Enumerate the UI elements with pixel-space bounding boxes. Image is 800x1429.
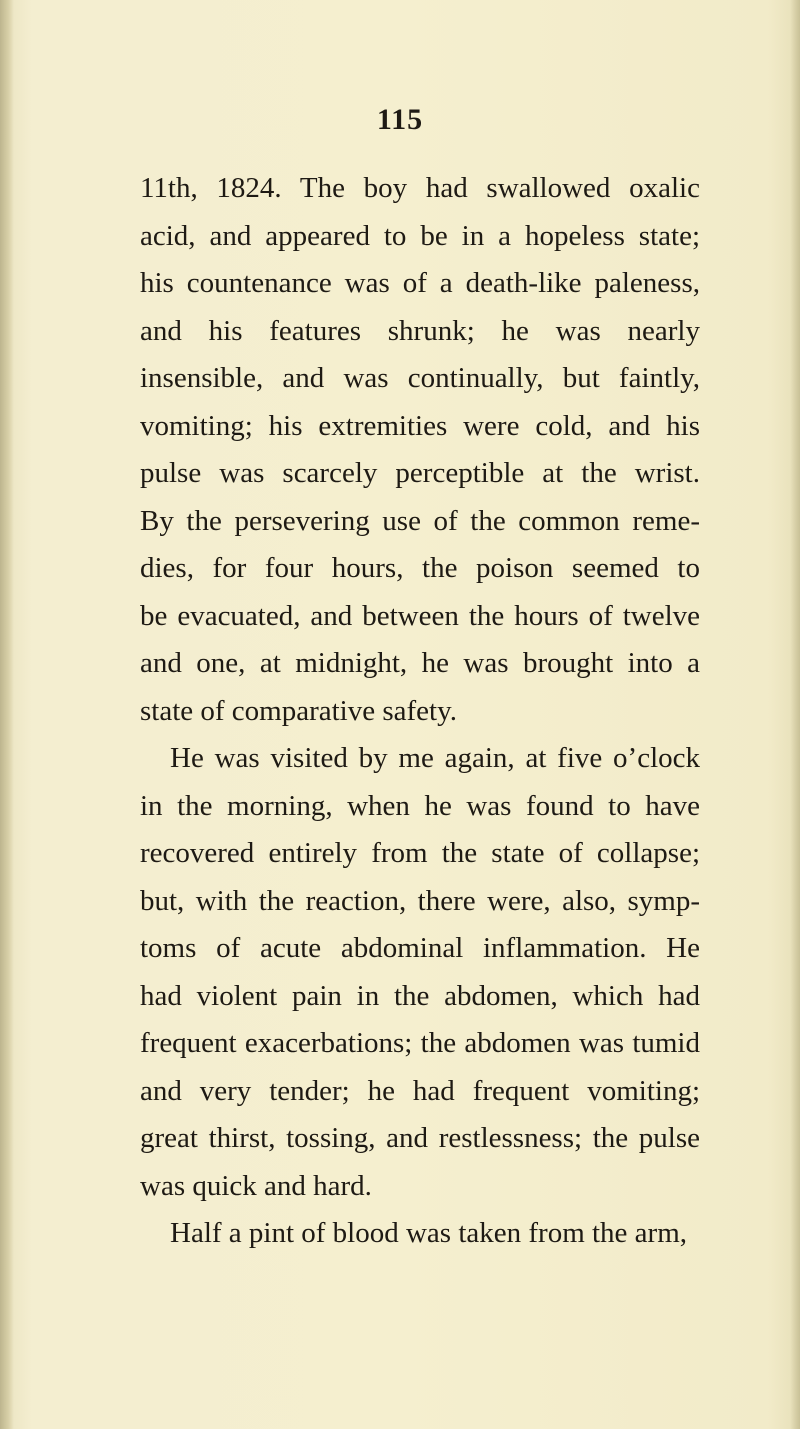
- text-line: 11th, 1824. The boy had swallowed oxalic: [140, 172, 700, 204]
- text-line: He was visited by me again, at five o’clock: [170, 742, 700, 774]
- text-line: was quick and hard.: [140, 1169, 372, 1202]
- text-line: Half a pint of blood was taken from the arm,: [170, 1217, 688, 1249]
- page-left-edge: [0, 0, 14, 1429]
- text-line: state of comparative safety.: [140, 694, 457, 727]
- text-line: frequent exacerbations; the abdomen was tumid: [140, 1027, 700, 1059]
- text-line: had violent pain in the abdomen, which had: [140, 979, 700, 1012]
- text-line: great thirst, tossing, and restlessness; the pulse: [140, 1122, 700, 1154]
- text-line: toms of acute abdominal inflammation. He: [140, 932, 700, 964]
- text-line: and one, at midnight, he was brought into a: [140, 647, 700, 679]
- text-line: vomiting; his extremities were cold, and his: [140, 409, 700, 442]
- page-right-edge: [790, 0, 800, 1429]
- text-line: in the morning, when he was found to have: [140, 789, 700, 822]
- text-line: insensible, and was continually, but faintly,: [140, 362, 700, 394]
- text-line: but, with the reaction, there were, also, symp-: [140, 884, 700, 917]
- text-line: and his features shrunk; he was nearly: [140, 314, 700, 347]
- text-line: dies, for four hours, the poison seemed to: [140, 552, 700, 584]
- text-line: and very tender; he had frequent vomiting;: [140, 1074, 700, 1107]
- text-line: By the persevering use of the common reme-: [140, 504, 700, 537]
- text-line: pulse was scarcely perceptible at the wrist.: [140, 457, 700, 489]
- page-number: 115: [376, 103, 424, 136]
- text-line: his countenance was of a death-like paleness,: [140, 267, 700, 299]
- body-text: [140, 165, 700, 1258]
- text-line: acid, and appeared to be in a hopeless state;: [140, 219, 700, 252]
- text-line: be evacuated, and between the hours of twelve: [140, 599, 700, 632]
- text-line: recovered entirely from the state of collapse;: [140, 837, 700, 869]
